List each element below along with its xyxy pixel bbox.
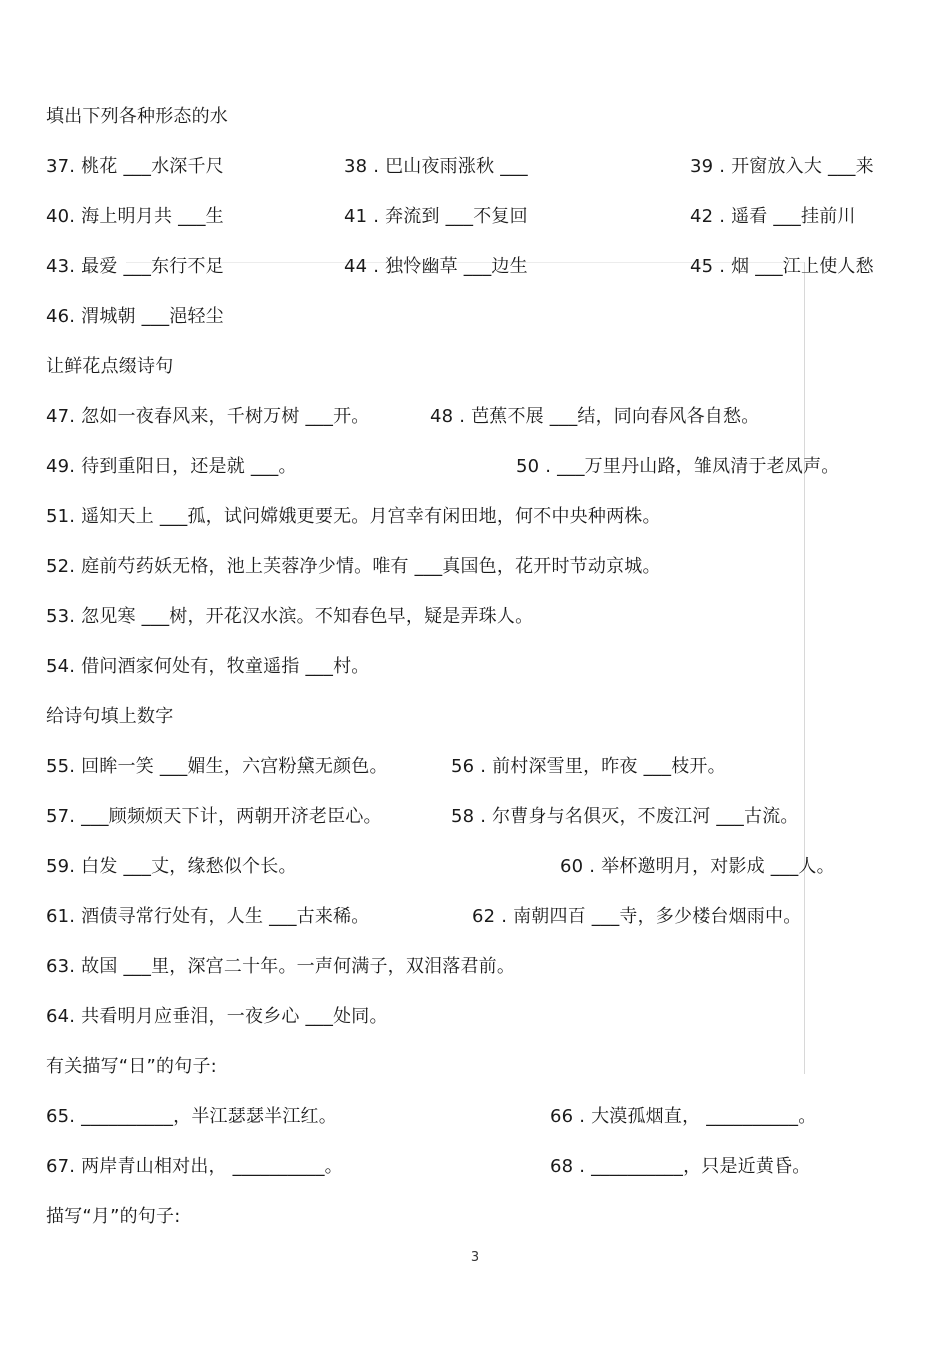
question-65: 65. __________，半江瑟瑟半江红。 [46,1106,337,1127]
question-50: 50 . ___万里丹山路，雏凤清于老凤声。 [516,456,840,477]
question-49: 49. 待到重阳日，还是就 ___。 [46,456,297,477]
faint-frame-line-vertical [804,262,805,1074]
question-45: 45 . 烟 ___江上使人愁 [690,256,874,277]
question-41: 41 . 奔流到 ___不复回 [344,206,528,227]
question-48: 48 . 芭蕉不展 ___结，同向春风各自愁。 [430,406,760,427]
question-51: 51. 遥知天上 ___孤，试问嫦娥更要无。月宫幸有闲田地，何不中央种两株。 [46,506,661,527]
section-heading-flowers: 让鲜花点缀诗句 [46,356,174,377]
question-55: 55. 回眸一笑 ___媚生，六宫粉黛无颜色。 [46,756,388,777]
question-64: 64. 共看明月应垂泪，一夜乡心 ___处同。 [46,1006,388,1027]
question-66: 66 . 大漠孤烟直， __________。 [550,1106,817,1127]
question-63: 63. 故国 ___里，深宫二十年。一声何满子，双泪落君前。 [46,956,516,977]
question-59: 59. 白发 ___丈，缘愁似个长。 [46,856,297,877]
section-heading-sun: 有关描写“日”的句子: [46,1056,217,1077]
question-62: 62 . 南朝四百 ___寺，多少楼台烟雨中。 [472,906,802,927]
question-52: 52. 庭前芍药妖无格，池上芙蓉净少情。唯有 ___真国色，花开时节动京城。 [46,556,661,577]
question-39: 39 . 开窗放入大 ___来 [690,156,874,177]
question-57: 57. ___顾频烦天下计，两朝开济老臣心。 [46,806,382,827]
question-58: 58 . 尔曹身与名俱灭，不废江河 ___古流。 [451,806,799,827]
question-38: 38 . 巴山夜雨涨秋 ___ [344,156,528,177]
section-heading-water: 填出下列各种形态的水 [46,106,228,127]
section-heading-numbers: 给诗句填上数字 [46,706,174,727]
question-53: 53. 忽见寒 ___树，开花汉水滨。不知春色早，疑是弄珠人。 [46,606,534,627]
question-42: 42 . 遥看 ___挂前川 [690,206,856,227]
question-46: 46. 渭城朝 ___浥轻尘 [46,306,224,327]
question-54: 54. 借问酒家何处有，牧童遥指 ___村。 [46,656,370,677]
section-heading-moon: 描写“月”的句子: [46,1206,181,1227]
question-37: 37. 桃花 ___水深千尺 [46,156,224,177]
question-47: 47. 忽如一夜春风来，千树万树 ___开。 [46,406,370,427]
question-61: 61. 酒债寻常行处有，人生 ___古来稀。 [46,906,370,927]
question-40: 40. 海上明月共 ___生 [46,206,224,227]
question-44: 44 . 独怜幽草 ___边生 [344,256,528,277]
question-60: 60 . 举杯邀明月，对影成 ___人。 [560,856,835,877]
question-43: 43. 最爱 ___东行不足 [46,256,224,277]
question-67: 67. 两岸青山相对出， __________。 [46,1156,343,1177]
question-68: 68 . __________，只是近黄昏。 [550,1156,811,1177]
page-number: 3 [470,1250,480,1265]
question-56: 56 . 前村深雪里，昨夜 ___枝开。 [451,756,726,777]
